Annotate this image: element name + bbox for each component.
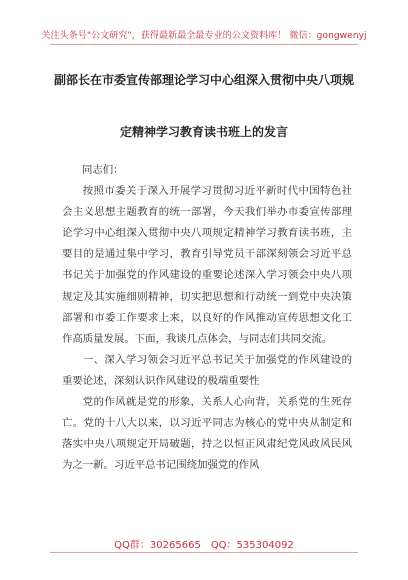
paragraph-2: 党的作风就是党的形象，关系人心向背，关系党的生死存亡。党的十八大以来，以习近平同志为核心的党中央从制定和落实中央八项规定开局破题，持之以恒正风肃纪党风政风民风为之一新。习近平总书记围绕加强党的作风: [62, 396, 352, 472]
salutation: 同志们：: [82, 164, 124, 176]
header-divider: [50, 44, 358, 45]
document-title-line-1: 副部长在市委宣传部理论学习中心组深入贯彻中央八项规: [53, 73, 354, 87]
document-body: [62, 160, 352, 476]
footer-contact: [0, 536, 408, 551]
footer-divider: [50, 552, 358, 553]
document-title-line-2: 定精神学习教育读书班上的发言: [119, 125, 288, 139]
paragraph-1: 按照市委关于深入开展学习贯彻习近平新时代中国特色社会主义思想主题教育的统一部署，今天我们举办市委宣传部理论学习中心组深入贯彻中央八项规定精神学习教育读书班，主要目的是通过集中学习，教育引导党员干部深刻领会习近平总书记关于加强党的作风建设的重要论述深入学习领会中央八项规定及其实施细则精神，切实把思想和行动统一到党中央决策部署和市委工作要求上来，以良好的作风推动宣传思想文化工作高质量发展。下面，我谈几点体会，与同志们共同交流。: [62, 185, 352, 345]
header-note: 关注头条号"公文研究"，获得最新最全最专业的公文资料库！ 微信：gongwenyj: [41, 31, 367, 41]
footer-qq-group: QQ群：30265665: [114, 540, 201, 551]
section-heading-1: 一、深入学习领会习近平总书记关于加强党的作风建设的重要论述，深刻认识作风建设的极端重要性: [62, 353, 352, 387]
footer-qq: QQ：535304092: [210, 540, 294, 551]
